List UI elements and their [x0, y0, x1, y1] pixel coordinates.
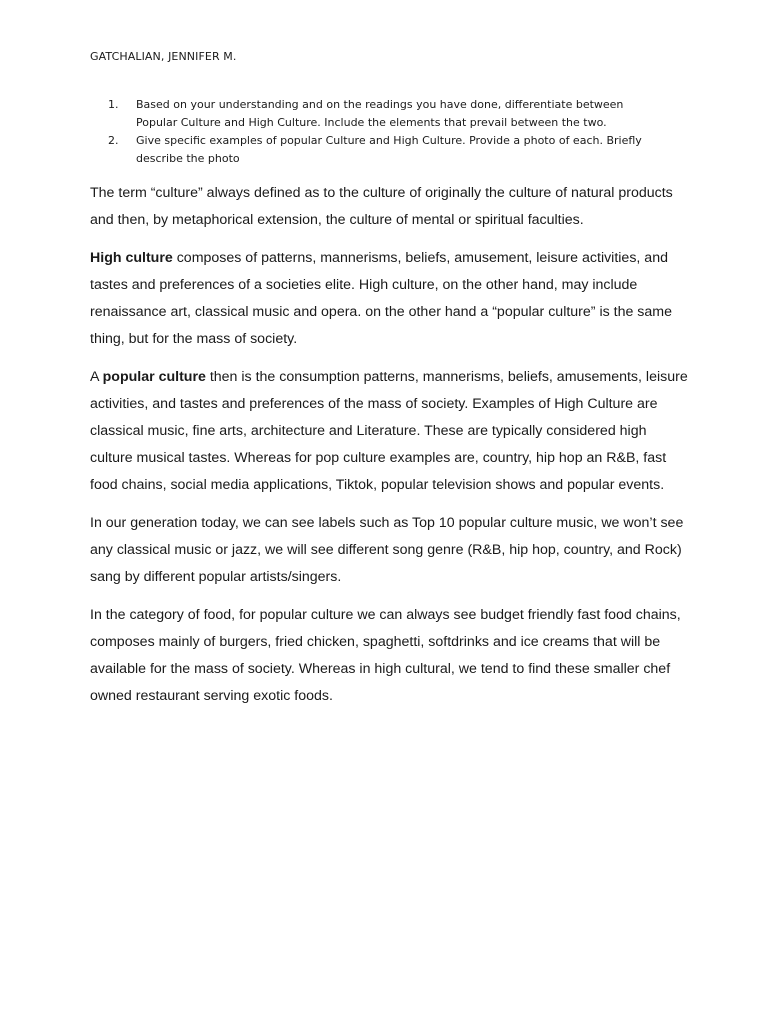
term-popular-culture: popular culture	[102, 369, 206, 385]
question-text: Give specific examples of popular Culture and High Culture. Provide a photo of each. Briefly describe the photo	[136, 134, 642, 165]
paragraph-culture-definition	[90, 180, 690, 234]
list-item	[108, 96, 668, 132]
paragraph-text: In the category of food, for popular culture we can always see budget friendly fast food chains, composes mainly of burgers, fried chicken, spaghetti, softdrinks and ice creams that will be available for the mass of society. Whereas in high cultural, we tend to find these smaller chef owned restaurant serving exotic foods.	[90, 607, 681, 704]
paragraph-text: then is the consumption patterns, mannerisms, beliefs, amusements, leisure activities, and tastes and preferences of the mass of society. Examples of High Culture are classical music, fine arts, architecture and Literature. These are typically considered high culture musical tastes. Whereas for pop culture examples are, country, hip hop an R&B, fast food chains, social media applications, Tiktok, popular television shows and popular events.	[90, 369, 688, 493]
question-text: Based on your understanding and on the readings you have done, differentiate between Popular Culture and High Culture. Include the elements that prevail between the two.	[136, 98, 624, 129]
term-high-culture: High culture	[90, 250, 173, 266]
paragraph-text: The term “culture” always defined as to the culture of originally the culture of natural products and then, by metaphorical extension, the culture of mental or spiritual faculties.	[90, 185, 673, 228]
question-number: 2.	[108, 134, 119, 147]
paragraph-text: A	[90, 369, 103, 385]
essay-body	[90, 180, 690, 721]
paragraph-food	[90, 602, 690, 710]
paragraph-text: composes of patterns, mannerisms, beliefs, amusement, leisure activities, and tastes and preferences of a societies elite. High culture, on the other hand, may include renaissance art, classical music and opera. on the other hand a “popular culture” is the same thing, but for the mass of society.	[90, 250, 672, 347]
list-item	[108, 132, 668, 168]
question-number: 1.	[108, 98, 119, 111]
question-list	[108, 96, 668, 168]
author-name: GATCHALIAN, JENNIFER M.	[90, 50, 237, 63]
paragraph-high-culture	[90, 245, 690, 353]
paragraph-popular-culture	[90, 364, 690, 499]
paragraph-text: In our generation today, we can see labels such as Top 10 popular culture music, we won’t see any classical music or jazz, we will see different song genre (R&B, hip hop, country, and Rock) sang by different popular artists/singers.	[90, 515, 684, 585]
paragraph-music	[90, 510, 690, 591]
